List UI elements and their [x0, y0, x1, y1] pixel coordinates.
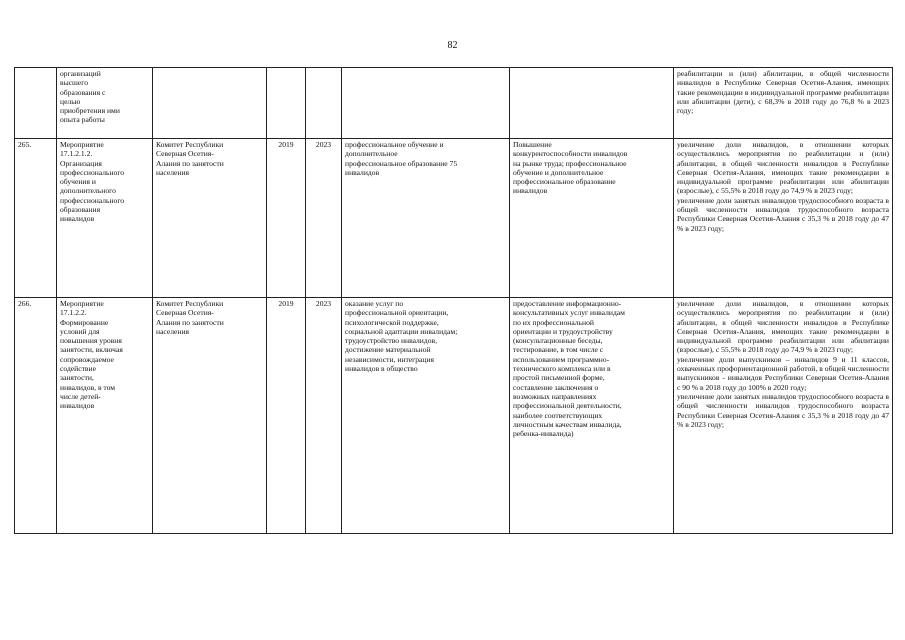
end-year-cell: 2023	[306, 298, 342, 534]
executor-cell: Комитет Республики Северная Осетия- Алания по занятости населения	[153, 139, 267, 298]
table-row	[15, 298, 893, 534]
row-number-cell	[15, 68, 57, 139]
end-year-cell: 2023	[306, 139, 342, 298]
table-row	[15, 68, 893, 139]
measure-name-cell: Мероприятие 17.1.2.1.2. Организация профессионального обучения и дополнительного профессионального образования инвалидов	[57, 139, 153, 298]
row-number-cell: 265.	[15, 139, 57, 298]
end-year-cell	[306, 68, 342, 139]
start-year-cell: 2019	[267, 139, 306, 298]
measure-name-cell: Мероприятие 17.1.2.2. Формирование условий для повышения уровня занятости, включая сопровождаемое содействие занятости, инвалидов, в том числе детей- инвалидов	[57, 298, 153, 534]
table-row	[15, 139, 893, 298]
start-year-cell: 2019	[267, 298, 306, 534]
content-cell: оказание услуг по профессиональной ориентации, психологической поддержке, социальной адаптации инвалидам; трудоустройство инвалидов, достижение материальной независимости, интеграция инвалидов в общество	[342, 298, 510, 534]
expected-result-cell: Повышение конкурентоспособности инвалидов на рынке труда; профессиональное обучение и дополнительное профессиональное образование инвалидов	[510, 139, 674, 298]
executor-cell	[153, 68, 267, 139]
executor-cell: Комитет Республики Северная Осетия- Алания по занятости населения	[153, 298, 267, 534]
page-number: 82	[447, 40, 458, 51]
measures-table	[14, 67, 893, 534]
indicators-cell: реабилитации и (или) абилитации, в общей численности инвалидов в Республике Северная Осетия-Алания, имеющих такие рекомендации в индивидуальной программе реабилитации или абилитации (дети), с 68,3% в 2018 году до 76,8 % в 2023 году;	[674, 68, 893, 139]
measure-name-cell: организаций высшего образования с целью приобретения ими опыта работы	[57, 68, 153, 139]
indicators-cell: увеличение доли инвалидов, в отношении которых осуществлялись мероприятия по реабилитации и (или) абилитации, в общей численности инвалидов в Республике Северная Осетия-Алания, имеющих такие рекомендации в индивидуальной программе реабилитации или абилитации (взрослые), с 55,5% в 2018 году до 74,9 % в 2023 году; увеличение доли занятых инвалидов трудоспособного возраста в общей численности инвалидов трудоспособного возраста Республики Северная Осетия-Алания с 35,3 % в 2018 году до 47 % в 2023 году;	[674, 139, 893, 298]
start-year-cell	[267, 68, 306, 139]
content-cell: профессиональное обучение и дополнительное профессиональное образование 75 инвалидов	[342, 139, 510, 298]
content-cell	[342, 68, 510, 139]
row-number-cell: 266.	[15, 298, 57, 534]
indicators-cell: увеличение доли инвалидов, в отношении которых осуществлялись мероприятия по реабилитации и (или) абилитации, в общей численности инвалидов в Республике Северная Осетия-Алания, имеющих такие рекомендации в индивидуальной программе реабилитации или абилитации (взрослые), с 55,5% в 2018 году до 74,9 % в 2023 году; увеличение доли выпускников – инвалидов 9 и 11 классов, охваченных профориентационной работой, в общей численности выпускников - инвалидов Республики Северная Осетия-Алания с 90 % в 2018 году до 100% в 2020 году; увеличение доли занятых инвалидов трудоспособного возраста в общей численности инвалидов трудоспособного возраста Республики Северная Осетия-Алания с 35,3 % в 2018 году до 47 % в 2023 году;	[674, 298, 893, 534]
expected-result-cell	[510, 68, 674, 139]
expected-result-cell: предоставление информационно- консультативных услуг инвалидам по их профессиональной ориентации и трудоустройству (консультационные беседы, тестирование, в том числе с использованием программно- технического комплекса или в простой письменной форме, составление заключения о возможных направлениях профессиональной деятельности, наиболее соответствующих личностным качествам инвалида, ребенка-инвалида)	[510, 298, 674, 534]
